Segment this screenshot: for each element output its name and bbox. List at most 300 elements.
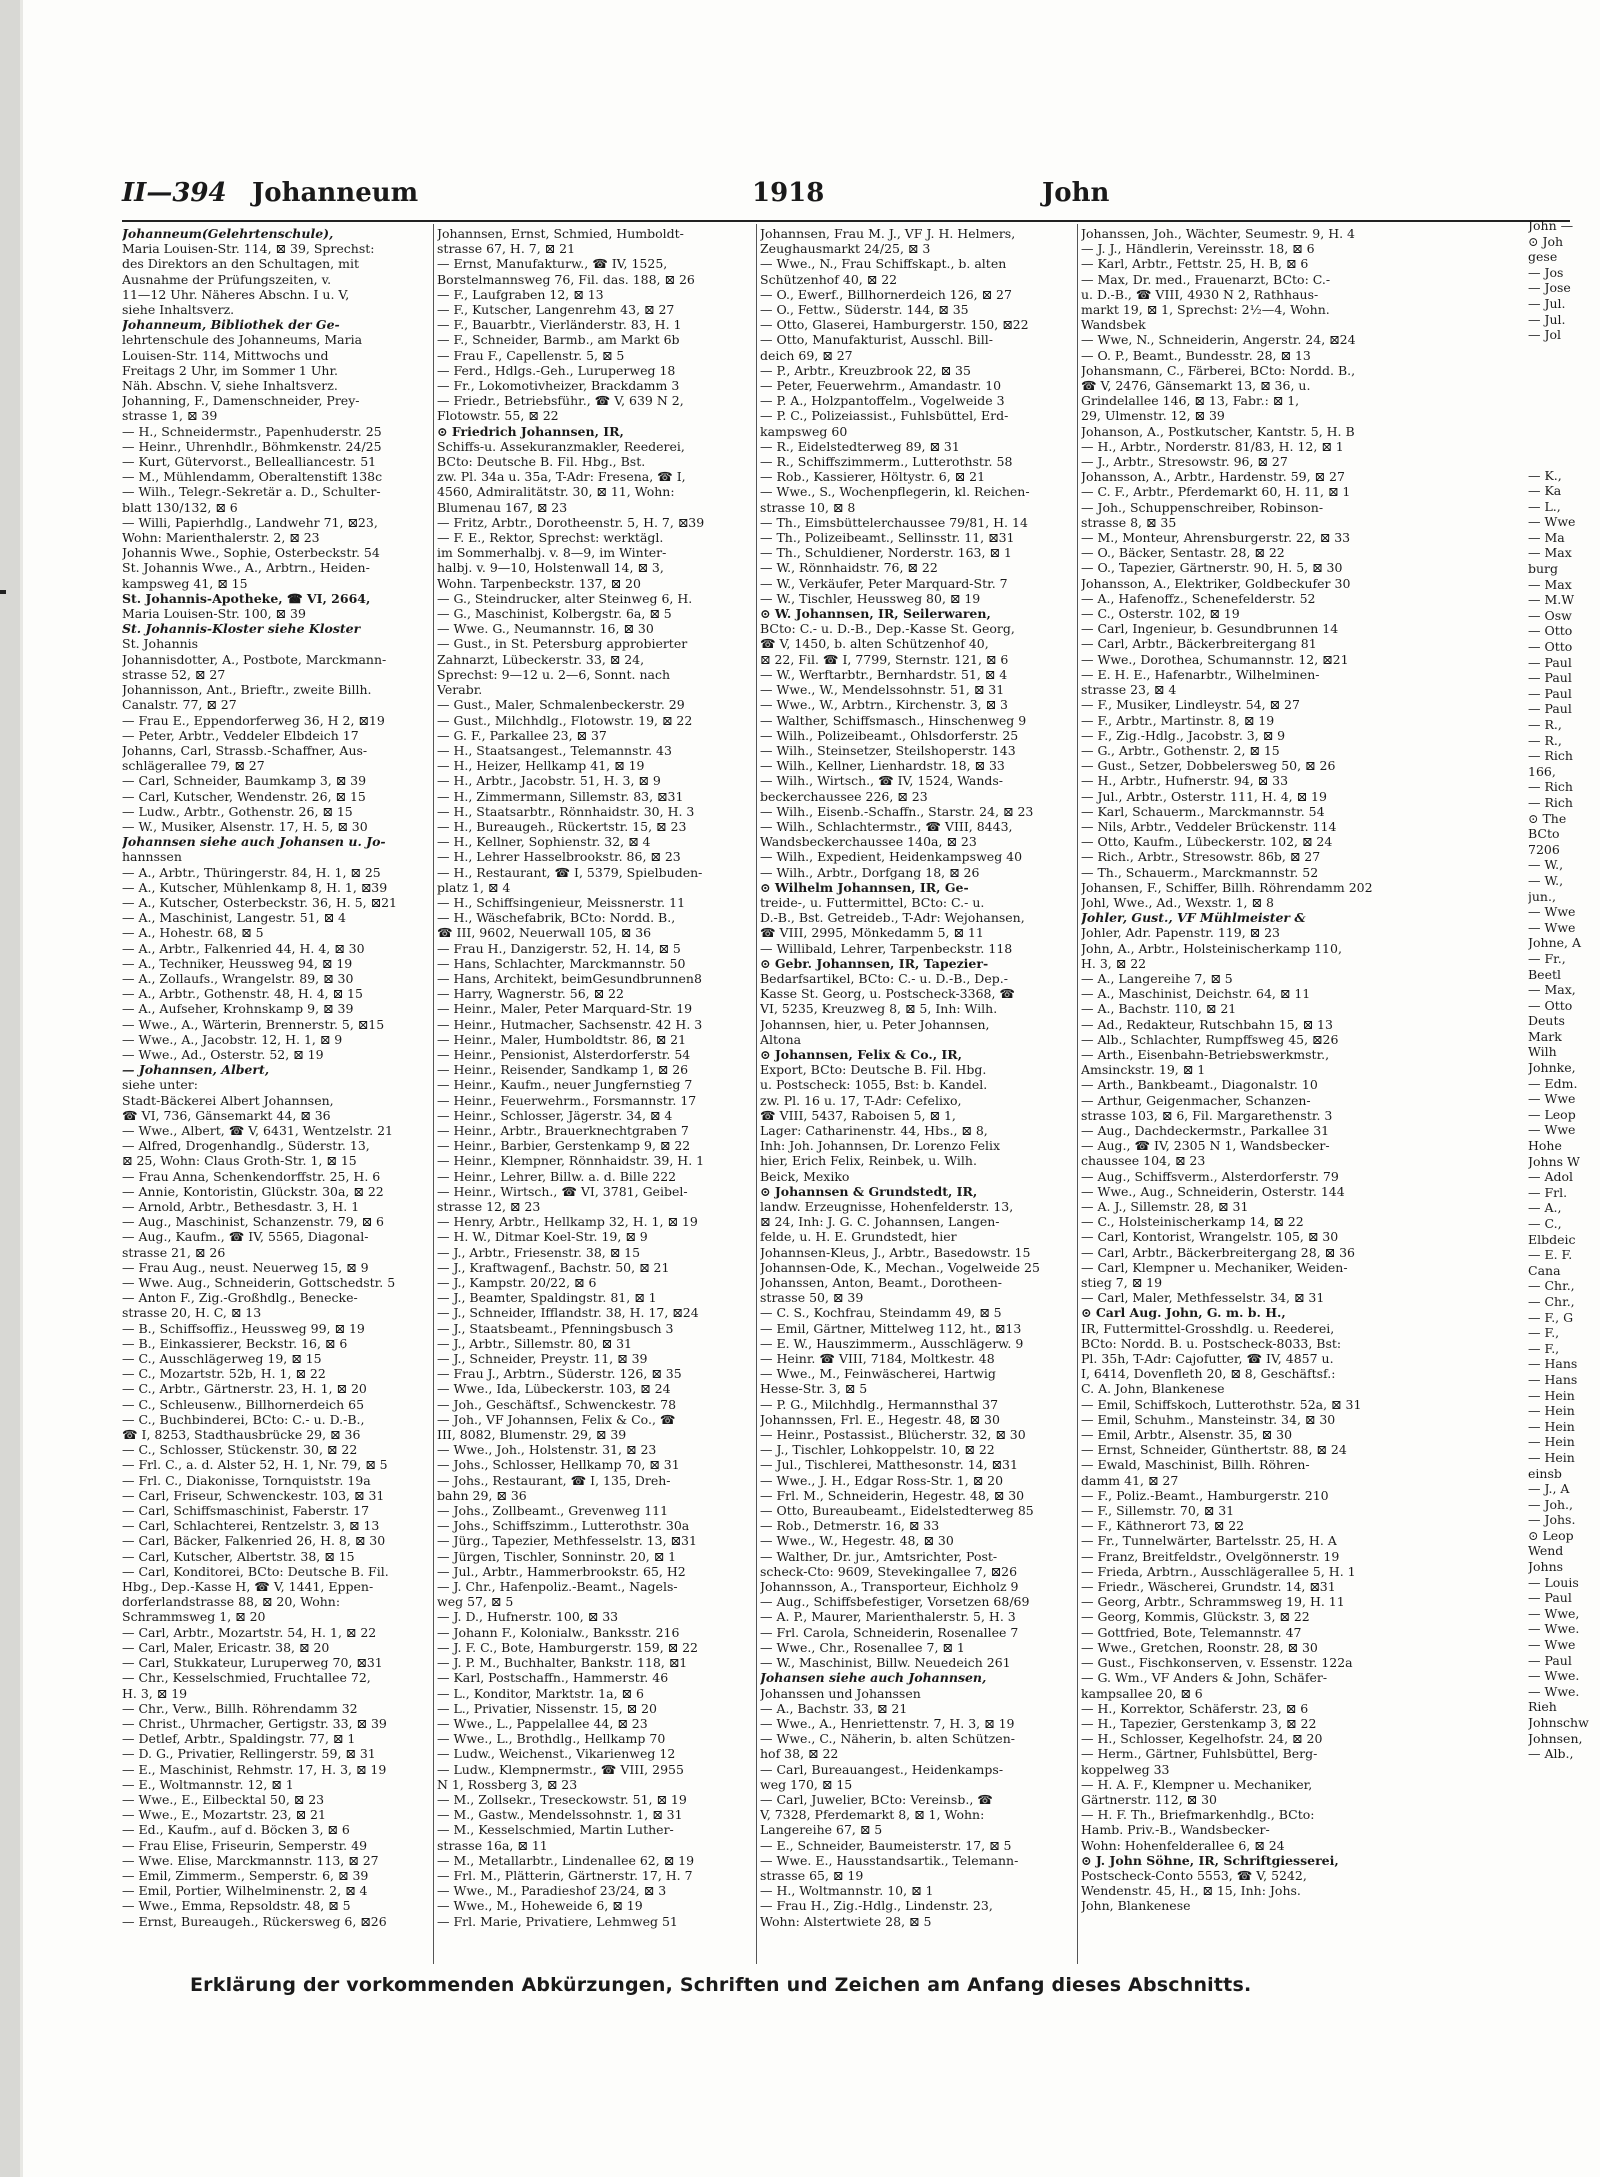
directory-entry: — Wilh., Telegr.-Sekretär a. D., Schulter- <box>122 484 381 500</box>
directory-entry: Hesse-Str. 3, ⊠ 5 <box>760 1381 868 1397</box>
directory-entry: — Wwe., W., Mendelssohnstr. 51, ⊠ 31 <box>760 682 1005 698</box>
directory-entry: — Aug., Kaufm., ☎ IV, 5565, Diagonal- <box>122 1229 369 1245</box>
directory-entry: — H., Korrektor, Schäferstr. 23, ⊠ 6 <box>1081 1700 1309 1716</box>
directory-entry: Zahnarzt, Lübeckerstr. 33, ⊠ 24, <box>437 651 645 667</box>
directory-entry: ☎ VI, 736, Gänsemarkt 44, ⊠ 36 <box>122 1107 331 1123</box>
directory-entry: — Carl, Kontorist, Wrangelstr. 105, ⊠ 30 <box>1081 1229 1339 1245</box>
directory-entry: strasse 52, ⊠ 27 <box>122 666 226 682</box>
directory-entry: — C., Schlosser, Stückenstr. 30, ⊠ 22 <box>122 1442 358 1458</box>
footer-note: Erklärung der vorkommenden Abkürzungen, Schriften und Zeichen am Anfang dieses Abschnitts. <box>190 1974 1252 1996</box>
directory-entry: Wohn: Alstertwiete 28, ⊠ 5 <box>760 1913 932 1929</box>
fragment-line: Wilh <box>1528 1044 1557 1060</box>
directory-entry: — Wwe., Ad., Osterstr. 52, ⊠ 19 <box>122 1046 324 1062</box>
directory-entry: — H. W., Ditmar Koel-Str. 19, ⊠ 9 <box>437 1229 648 1245</box>
fragment-line <box>1528 358 1600 374</box>
directory-entry: weg 57, ⊠ 5 <box>437 1594 514 1610</box>
directory-entry: — Herm., Gärtner, Fuhlsbüttel, Berg- <box>1081 1746 1318 1762</box>
directory-entry: — J., Schneider, Preystr. 11, ⊠ 39 <box>437 1351 648 1367</box>
directory-entry: — C., Holsteinischerkamp 14, ⊠ 22 <box>1081 1214 1304 1230</box>
directory-entry: — H., Arbtr., Jacobstr. 51, H. 3, ⊠ 9 <box>437 773 661 789</box>
directory-entry: Johannsen, Ernst, Schmied, Humboldt- <box>437 226 684 241</box>
directory-entry: Johanneum, Bibliothek der Ge- <box>122 317 340 333</box>
directory-entry: John, Blankenese <box>1081 1898 1191 1914</box>
directory-entry: — Karl, Postschaffn., Hammerstr. 46 <box>437 1670 669 1686</box>
directory-entry: strasse 16a, ⊠ 11 <box>437 1837 548 1853</box>
directory-entry: H. 3, ⊠ 22 <box>1081 955 1147 971</box>
directory-column-3 <box>760 226 1074 1929</box>
directory-entry: — Carl, Kutscher, Wendenstr. 26, ⊠ 15 <box>122 788 366 804</box>
directory-entry: — Wwe., M., Feinwäscherei, Hartwig <box>760 1366 996 1382</box>
directory-entry: scheck-Cto: 9609, Stevekingallee 7, ⊠26 <box>760 1563 1018 1579</box>
directory-entry: — Frau Anna, Schenkendorffstr. 25, H. 6 <box>122 1168 381 1184</box>
directory-entry: — J. F. C., Bote, Hamburgerstr. 159, ⊠ 22 <box>437 1639 699 1655</box>
directory-entry: zw. Pl. 34a u. 35a, T-Adr: Fresena, ☎ I, <box>437 469 686 485</box>
directory-entry: — Heinr., Lehrer, Billw. a. d. Bille 222 <box>437 1168 677 1184</box>
fragment-line: — Chr., <box>1528 1293 1575 1309</box>
directory-entry: — H., Arbtr., Norderstr. 81/83, H. 12, ⊠ 1 <box>1081 438 1344 454</box>
directory-entry: beckerchaussee 226, ⊠ 23 <box>760 788 928 804</box>
directory-entry: — Wwe, N., Schneiderin, Angerstr. 24, ⊠24 <box>1081 332 1356 348</box>
fragment-line: — Jul. <box>1528 295 1566 311</box>
directory-entry: — Wilh., Polizeibeamt., Ohlsdorferstr. 25 <box>760 727 1019 743</box>
directory-entry: — Wwe., E., Eilbecktal 50, ⊠ 23 <box>122 1791 325 1807</box>
directory-entry: — Emil, Gärtner, Mittelweg 112, ht., ⊠13 <box>760 1320 1022 1336</box>
directory-entry: — A., Hohestr. 68, ⊠ 5 <box>122 925 264 941</box>
directory-entry: — Wilh., Wirtsch., ☎ IV, 1524, Wands- <box>760 773 1004 789</box>
directory-entry: treide-, u. Futtermittel, BCto: C.- u. <box>760 894 985 910</box>
directory-entry: — Emil, Arbtr., Alsenstr. 35, ⊠ 30 <box>1081 1427 1293 1443</box>
directory-entry: — Joh., Geschäftsf., Schwenckestr. 78 <box>437 1396 677 1412</box>
directory-entry: — A., Kutscher, Osterbeckstr. 36, H. 5, ⊠21 <box>122 894 397 910</box>
directory-entry: schlägerallee 79, ⊠ 27 <box>122 758 265 774</box>
fragment-line: — Max <box>1528 545 1572 561</box>
directory-entry: — Wilh., Steinsetzer, Steilshoperstr. 143 <box>760 742 1016 758</box>
fragment-line: 166, <box>1528 763 1556 779</box>
directory-entry: ⊙ J. John Söhne, IR, Schriftgiesserei, <box>1081 1852 1339 1868</box>
directory-entry: bahn 29, ⊠ 36 <box>437 1487 527 1503</box>
directory-entry: — Ad., Redakteur, Rutschbahn 15, ⊠ 13 <box>1081 1016 1333 1032</box>
directory-entry: BCto: Nordd. B. u. Postscheck-8033, Bst: <box>1081 1335 1342 1351</box>
directory-entry: Blumenau 167, ⊠ 23 <box>437 499 568 515</box>
directory-entry: damm 41, ⊠ 27 <box>1081 1472 1179 1488</box>
directory-entry: — Walther, Schiffsmasch., Hinschenweg 9 <box>760 712 1027 728</box>
directory-entry: Johanning, F., Damenschneider, Prey- <box>122 393 360 409</box>
directory-entry: Canalstr. 77, ⊠ 27 <box>122 697 237 713</box>
directory-entry: — Wwe., A., Henriettenstr. 7, H. 3, ⊠ 19 <box>760 1715 1015 1731</box>
fragment-line: — F., G <box>1528 1309 1574 1325</box>
directory-entry: — Karl, Schauerm., Marckmannstr. 54 <box>1081 803 1325 819</box>
directory-entry: — Rob., Detmerstr. 16, ⊠ 33 <box>760 1518 940 1534</box>
fragment-line: Johns <box>1528 1559 1564 1575</box>
fragment-line: — Hans <box>1528 1371 1578 1387</box>
directory-entry: — Heinr., Arbtr., Brauerknechtgraben 7 <box>437 1122 689 1138</box>
directory-entry: — M., Metallarbtr., Lindenallee 62, ⊠ 19 <box>437 1852 695 1868</box>
header-left-word: Johanneum <box>252 178 419 208</box>
directory-entry: — Gust., in St. Petersburg approbierter <box>437 636 688 652</box>
fragment-line: — Wwe <box>1528 1091 1576 1107</box>
directory-entry: hof 38, ⊠ 22 <box>760 1746 839 1762</box>
fragment-line: Beetl <box>1528 966 1562 982</box>
directory-entry: ☎ V, 2476, Gänsemarkt 13, ⊠ 36, u. <box>1081 378 1311 394</box>
directory-entry: — Wwe., L., Brothdlg., Hellkamp 70 <box>437 1731 666 1747</box>
directory-entry: — Frl. Carola, Schneiderin, Rosenallee 7 <box>760 1624 1019 1640</box>
fragment-line: — Wwe, <box>1528 1605 1580 1621</box>
directory-entry: — M., Zollsekr., Treseckowstr. 51, ⊠ 19 <box>437 1791 687 1807</box>
fragment-line: — Wwe <box>1528 1122 1576 1138</box>
directory-entry: — Wwe., Emma, Repsoldstr. 48, ⊠ 5 <box>122 1898 351 1914</box>
directory-entry: — Carl, Klempner u. Mechaniker, Weiden- <box>1081 1259 1348 1275</box>
directory-entry: — R., Schiffszimmerm., Lutterothstr. 58 <box>760 454 1013 470</box>
directory-entry: — Fritz, Arbtr., Dorotheenstr. 5, H. 7, ⊠39 <box>437 514 705 530</box>
directory-entry: — Th., Schauerm., Marckmannstr. 52 <box>1081 864 1319 880</box>
column-divider <box>1077 224 1078 1964</box>
directory-entry: — Jul., Arbtr., Hammerbrookstr. 65, H2 <box>437 1563 686 1579</box>
directory-entry: — Carl, Schneider, Baumkamp 3, ⊠ 39 <box>122 773 367 789</box>
directory-entry: — G. Wm., VF Anders & John, Schäfer- <box>1081 1670 1328 1686</box>
directory-entry: C. A. John, Blankenese <box>1081 1381 1225 1397</box>
directory-entry: — Carl, Bureauangest., Heidenkamps- <box>760 1761 1004 1777</box>
fragment-line: — Osw <box>1528 607 1572 623</box>
directory-entry: — H., Lehrer Hasselbrookstr. 86, ⊠ 23 <box>437 849 681 865</box>
fragment-line: — Paul <box>1528 685 1572 701</box>
fragment-line: — Ka <box>1528 483 1562 499</box>
fragment-line <box>1528 405 1600 421</box>
fragment-line: Cana <box>1528 1262 1561 1278</box>
directory-entry: — Walther, Dr. jur., Amtsrichter, Post- <box>760 1548 998 1564</box>
directory-entry: St. Johannis Wwe., A., Arbtrn., Heiden- <box>122 560 370 576</box>
page-number: II—394 <box>122 178 227 208</box>
directory-entry: — Wwe., Aug., Schneiderin, Osterstr. 144 <box>1081 1183 1345 1199</box>
directory-entry: — Georg, Arbtr., Schrammsweg 19, H. 11 <box>1081 1594 1345 1610</box>
fragment-line: — Otto <box>1528 639 1573 655</box>
fragment-line: — Wwe. <box>1528 1668 1580 1684</box>
directory-entry: Johansmann, C., Färberei, BCto: Nordd. B., <box>1081 362 1356 378</box>
directory-entry: — G., Arbtr., Gothenstr. 2, ⊠ 15 <box>1081 742 1280 758</box>
directory-entry: — W., Musiker, Alsenstr. 17, H. 5, ⊠ 30 <box>122 818 368 834</box>
directory-entry: — Wwe., Albert, ☎ V, 6431, Wentzelstr. 21 <box>122 1122 393 1138</box>
directory-entry: — W., Tischler, Heussweg 80, ⊠ 19 <box>760 590 981 606</box>
directory-entry: — Th., Polizeibeamt., Sellinsstr. 11, ⊠31 <box>760 530 1015 546</box>
directory-entry: — Wwe., J. H., Edgar Ross-Str. 1, ⊠ 20 <box>760 1472 1004 1488</box>
directory-entry: — Carl, Juwelier, BCto: Vereinsb., ☎ <box>760 1791 993 1807</box>
directory-entry: ⊠ 24, Inh: J. G. C. Johannsen, Langen- <box>760 1214 1000 1230</box>
directory-entry: — Otto, Manufakturist, Ausschl. Bill- <box>760 332 993 348</box>
header-rule <box>122 220 1570 222</box>
directory-entry: — Ed., Kaufm., auf d. Böcken 3, ⊠ 6 <box>122 1822 350 1838</box>
directory-entry: — Th., Eimsbüttelerchaussee 79/81, H. 14 <box>760 514 1028 530</box>
directory-entry: Export, BCto: Deutsche B. Fil. Hbg. <box>760 1062 987 1078</box>
directory-entry: — Wilh., Expedient, Heidenkampsweg 40 <box>760 849 1023 865</box>
directory-entry: ☎ VIII, 2995, Mönkedamm 5, ⊠ 11 <box>760 925 984 941</box>
fragment-line: BCto <box>1528 826 1560 842</box>
fragment-line: — F., <box>1528 1325 1560 1341</box>
fragment-line: gese <box>1528 249 1558 265</box>
fragment-line: — Frl. <box>1528 1184 1568 1200</box>
directory-entry: — Peter, Arbtr., Veddeler Elbdeich 17 <box>122 727 359 743</box>
fragment-line: — Wwe <box>1528 919 1576 935</box>
directory-entry: — Anton F., Zig.-Großhdlg., Benecke- <box>122 1290 358 1306</box>
directory-entry: — F., Käthnerort 73, ⊠ 22 <box>1081 1518 1245 1534</box>
directory-entry: zw. Pl. 16 u. 17, T-Adr: Cefelixo, <box>760 1092 962 1108</box>
fragment-line: Elbdeic <box>1528 1231 1576 1247</box>
fragment-line: — Fr., <box>1528 950 1566 966</box>
fragment-line: — Otto <box>1528 623 1573 639</box>
directory-entry: — F., Musiker, Lindleystr. 54, ⊠ 27 <box>1081 697 1300 713</box>
directory-entry: ⊙ Johannsen & Grundstedt, IR, <box>760 1183 978 1199</box>
directory-entry: — A., Arbtr., Gothenstr. 48, H. 4, ⊠ 15 <box>122 986 363 1002</box>
directory-entry: Johannisson, Ant., Brieftr., zweite Billh. <box>122 682 372 698</box>
directory-entry: — Peter, Feuerwehrm., Amandastr. 10 <box>760 378 1002 394</box>
directory-entry: — Jul., Tischlerei, Matthesonstr. 14, ⊠31 <box>760 1457 1018 1473</box>
directory-entry: — Frau Elise, Friseurin, Semperstr. 49 <box>122 1837 368 1853</box>
directory-entry: strasse 1, ⊠ 39 <box>122 408 218 424</box>
directory-entry: — L., Privatier, Nissenstr. 15, ⊠ 20 <box>437 1700 657 1716</box>
fragment-line: — Hans <box>1528 1356 1578 1372</box>
directory-entry: ☎ V, 1450, b. alten Schützenhof 40, <box>760 636 989 652</box>
directory-entry: — Heinr., Barbier, Gerstenkamp 9, ⊠ 22 <box>437 1138 691 1154</box>
directory-entry: — Wwe. Aug., Schneiderin, Gottschedstr. 5 <box>122 1275 396 1291</box>
directory-entry: Johanssen und Johanssen <box>760 1685 921 1701</box>
fragment-line: — Ma <box>1528 529 1565 545</box>
directory-entry: — Gust., Maler, Schmalenbeckerstr. 29 <box>437 697 685 713</box>
directory-entry: des Direktors an den Schultagen, mit <box>122 256 359 272</box>
directory-entry: Stadt-Bäckerei Albert Johannsen, <box>122 1092 334 1108</box>
directory-entry: — Karl, Arbtr., Fettstr. 25, H. B, ⊠ 6 <box>1081 256 1309 272</box>
fragment-line: — K., <box>1528 467 1562 483</box>
directory-entry: St. Johannis-Apotheke, ☎ VI, 2664, <box>122 590 371 606</box>
directory-entry: III, 8082, Blumenstr. 29, ⊠ 39 <box>437 1427 627 1443</box>
fragment-line: Mark <box>1528 1028 1562 1044</box>
fragment-line: — Johs. <box>1528 1512 1576 1528</box>
directory-entry: Johansson, A., Elektriker, Goldbeckufer 30 <box>1081 575 1351 591</box>
directory-entry: ☎ VIII, 5437, Raboisen 5, ⊠ 1, <box>760 1107 956 1123</box>
directory-entry: — J., Tischler, Lohkoppelstr. 10, ⊠ 22 <box>760 1442 995 1458</box>
directory-entry: — Gottfried, Bote, Telemannstr. 47 <box>1081 1624 1302 1640</box>
directory-entry: — A., Maschinist, Langestr. 51, ⊠ 4 <box>122 910 347 926</box>
directory-entry: — E., Schneider, Baumeisterstr. 17, ⊠ 5 <box>760 1837 1012 1853</box>
directory-entry: — C., Osterstr. 102, ⊠ 19 <box>1081 606 1240 622</box>
directory-entry: — Wwe., Dorothea, Schumannstr. 12, ⊠21 <box>1081 651 1349 667</box>
fragment-line: Johne, A <box>1528 935 1582 951</box>
directory-entry: — Carl, Arbtr., Bäckerbreitergang 28, ⊠ 36 <box>1081 1244 1355 1260</box>
directory-entry: im Sommerhalbj. v. 8—9, im Winter- <box>437 545 667 561</box>
directory-entry: — Heinr., Postassist., Blücherstr. 32, ⊠ 30 <box>760 1427 1026 1443</box>
directory-entry: — Wwe., Joh., Holstenstr. 31, ⊠ 23 <box>437 1442 657 1458</box>
directory-entry: Johanneum(Gelehrtenschule), <box>122 226 334 241</box>
directory-entry: — Wwe., L., Pappelallee 44, ⊠ 23 <box>437 1715 648 1731</box>
directory-entry: — H., Schiffsingenieur, Meissnerstr. 11 <box>437 894 686 910</box>
directory-entry: strasse 50, ⊠ 39 <box>760 1290 864 1306</box>
fragment-line: Johnsen, <box>1528 1730 1583 1746</box>
directory-entry: — Ferd., Hdlgs.-Geh., Luruperweg 18 <box>437 362 676 378</box>
directory-entry: — Carl, Schiffsmaschinist, Faberstr. 17 <box>122 1503 370 1519</box>
directory-entry: Johansson, A., Arbtr., Hardenstr. 59, ⊠ 27 <box>1081 469 1345 485</box>
fragment-line: — Paul <box>1528 701 1572 717</box>
directory-entry: — Carl, Maler, Methfesselstr. 34, ⊠ 31 <box>1081 1290 1325 1306</box>
directory-entry: — Gust., Fischkonserven, v. Essenstr. 122a <box>1081 1655 1353 1671</box>
directory-entry: — A., Aufseher, Krohnskamp 9, ⊠ 39 <box>122 1001 354 1017</box>
directory-entry: Beick, Mexiko <box>760 1168 850 1184</box>
directory-entry: I, 6414, Dovenfleth 20, ⊠ 8, Geschäftsf.: <box>1081 1366 1336 1382</box>
directory-entry: — M., Gastw., Mendelssohnstr. 1, ⊠ 31 <box>437 1807 683 1823</box>
directory-entry: — F., Poliz.-Beamt., Hamburgerstr. 210 <box>1081 1487 1329 1503</box>
directory-entry: — Harry, Wagnerstr. 56, ⊠ 22 <box>437 986 624 1002</box>
directory-entry: — A., Arbtr., Thüringerstr. 84, H. 1, ⊠ 25 <box>122 864 381 880</box>
directory-entry: — Fr., Lokomotivheizer, Brackdamm 3 <box>437 378 680 394</box>
fragment-line: — Wwe. <box>1528 1621 1580 1637</box>
directory-entry: — Emil, Schuhm., Mansteinstr. 34, ⊠ 30 <box>1081 1411 1336 1427</box>
fragment-line: — Edm. <box>1528 1075 1578 1091</box>
fragment-line: John — <box>1528 218 1574 233</box>
directory-entry: markt 19, ⊠ 1, Sprechst: 2½—4, Wohn. <box>1081 302 1330 318</box>
directory-entry: John, A., Arbtr., Holsteinischerkamp 110, <box>1081 940 1342 956</box>
scan-edge <box>0 0 20 2177</box>
directory-entry: — Frau E., Eppendorferweg 36, H 2, ⊠19 <box>122 712 385 728</box>
directory-entry: strasse 67, H. 7, ⊠ 21 <box>437 241 576 257</box>
directory-entry: — H., Woltmannstr. 10, ⊠ 1 <box>760 1883 934 1899</box>
directory-entry: Johansen siehe auch Johannsen, <box>760 1670 987 1686</box>
directory-entry: hier, Erich Felix, Reinbek, u. Wilh. <box>760 1153 977 1169</box>
directory-entry: Johanson, A., Postkutscher, Kantstr. 5, H. B <box>1081 423 1355 439</box>
directory-entry: — Aug., Maschinist, Schanzenstr. 79, ⊠ 6 <box>122 1214 385 1230</box>
header-year: 1918 <box>752 178 825 208</box>
directory-entry: — Heinr., Hutmacher, Sachsenstr. 42 H. 3 <box>437 1016 703 1032</box>
header-right-word: John <box>1042 178 1110 208</box>
directory-entry: Maria Louisen-Str. 100, ⊠ 39 <box>122 606 306 622</box>
directory-entry: — Carl, Konditorei, BCto: Deutsche B. Fil. <box>122 1563 389 1579</box>
directory-entry: strasse 10, ⊠ 8 <box>760 499 856 515</box>
directory-entry: — E., Maschinist, Rehmstr. 17, H. 3, ⊠ 19 <box>122 1761 387 1777</box>
directory-entry: — A. P., Maurer, Marienthalerstr. 5, H. 3 <box>760 1609 1016 1625</box>
directory-entry: — Willi, Papierhdlg., Landwehr 71, ⊠23, <box>122 514 378 530</box>
directory-entry: felde, u. H. E. Grundstedt, hier <box>760 1229 957 1245</box>
directory-entry: — Emil, Schiffskoch, Lutterothstr. 52a, ⊠ 31 <box>1081 1396 1362 1412</box>
directory-entry: — Heinr., Klempner, Rönnhaidstr. 39, H. 1 <box>437 1153 705 1169</box>
directory-entry: — G. F., Parkallee 23, ⊠ 37 <box>437 727 607 743</box>
directory-entry: Schiffs-u. Assekuranzmakler, Reederei, <box>437 438 685 454</box>
fragment-line: — Hein <box>1528 1387 1575 1403</box>
directory-entry: — Frau Aug., neust. Neuerweg 15, ⊠ 9 <box>122 1259 369 1275</box>
directory-entry: Altona <box>760 1031 802 1047</box>
directory-entry: Wohn. Tarpenbeckstr. 137, ⊠ 20 <box>437 575 641 591</box>
directory-entry: — Wilh., Eisenb.-Schaffn., Starstr. 24, ⊠ 23 <box>760 803 1034 819</box>
directory-entry: — Johs., Restaurant, ☎ I, 135, Dreh- <box>437 1472 671 1488</box>
directory-entry: landw. Erzeugnisse, Hohenfelderstr. 13, <box>760 1199 1014 1214</box>
directory-entry: — L., Konditor, Marktstr. 1a, ⊠ 6 <box>437 1685 644 1701</box>
directory-entry: — Friedr., Wäscherei, Grundstr. 14, ⊠31 <box>1081 1579 1336 1595</box>
directory-entry: — Wwe., M., Paradieshof 23/24, ⊠ 3 <box>437 1883 667 1899</box>
fragment-line <box>1528 374 1600 390</box>
directory-entry: — Chr., Kesselschmied, Fruchtallee 72, <box>122 1670 371 1686</box>
directory-entry: — Carl, Ingenieur, b. Gesundbrunnen 14 <box>1081 621 1339 637</box>
fragment-line: — F., <box>1528 1340 1560 1356</box>
directory-entry: Johanns, Carl, Strassb.-Schaffner, Aus- <box>122 742 368 758</box>
directory-entry: — Wwe., A., Wärterin, Brennerstr. 5, ⊠15 <box>122 1016 385 1032</box>
directory-entry: — P. C., Polizeiassist., Fuhlsbüttel, Erd- <box>760 408 1009 424</box>
directory-entry: ⊙ Gebr. Johannsen, IR, Tapezier- <box>760 955 989 971</box>
directory-entry: ⊠ 22, Fil. ☎ I, 7799, Sternstr. 121, ⊠ 6 <box>760 651 1009 667</box>
directory-entry: Johannsen, Frau M. J., VF J. H. Helmers, <box>760 226 1016 241</box>
directory-entry: — Wwe., Gretchen, Roonstr. 28, ⊠ 30 <box>1081 1639 1318 1655</box>
next-page-fragment <box>1528 218 1600 1988</box>
directory-entry: strasse 21, ⊠ 26 <box>122 1244 226 1260</box>
directory-entry: — E. H. E., Hafenarbtr., Wilhelminen- <box>1081 666 1320 682</box>
directory-entry: — Emil, Zimmerm., Semperstr. 6, ⊠ 39 <box>122 1867 369 1883</box>
directory-entry: — A., Zollaufs., Wrangelstr. 89, ⊠ 30 <box>122 970 354 986</box>
directory-entry: — Johs., Zollbeamt., Grevenweg 111 <box>437 1503 669 1519</box>
directory-entry: IR, Futtermittel-Grosshdlg. u. Reederei, <box>1081 1320 1335 1336</box>
directory-entry: — Wwe., W., Arbtrn., Kirchenstr. 3, ⊠ 3 <box>760 697 1008 713</box>
directory-entry: — P., Arbtr., Kreuzbrook 22, ⊠ 35 <box>760 362 971 378</box>
directory-entry: Pl. 35h, T-Adr: Cajofutter, ☎ IV, 4857 u. <box>1081 1351 1334 1367</box>
directory-entry: Zeughausmarkt 24/25, ⊠ 3 <box>760 241 931 257</box>
directory-entry: ⊙ Friedrich Johannsen, IR, <box>437 423 624 439</box>
directory-entry: Hbg., Dep.-Kasse H, ☎ V, 1441, Eppen- <box>122 1579 374 1595</box>
fragment-line: — Jol <box>1528 327 1562 343</box>
fragment-line: — Jos <box>1528 264 1564 280</box>
directory-entry: strasse 12, ⊠ 23 <box>437 1199 541 1214</box>
directory-entry: — Heinr., Reisender, Sandkamp 1, ⊠ 26 <box>437 1062 689 1078</box>
directory-entry: — Th., Schuldiener, Norderstr. 163, ⊠ 1 <box>760 545 1012 561</box>
directory-entry: — Arth., Bankbeamt., Diagonalstr. 10 <box>1081 1077 1318 1093</box>
directory-entry: — Christ., Uhrmacher, Gertigstr. 33, ⊠ 39 <box>122 1715 387 1731</box>
directory-entry: D.-B., Bst. Getreideb., T-Adr: Wejohansen, <box>760 910 1025 926</box>
fragment-line: — Chr., <box>1528 1278 1575 1294</box>
directory-entry: — Heinr. ☎ VIII, 7184, Moltkestr. 48 <box>760 1351 995 1367</box>
directory-entry: — Carl, Arbtr., Mozartstr. 54, H. 1, ⊠ 22 <box>122 1624 377 1640</box>
directory-entry: — Carl, Schlachterei, Rentzelstr. 3, ⊠ 13 <box>122 1518 380 1534</box>
directory-entry: — Carl, Arbtr., Bäckerbreitergang 81 <box>1081 636 1317 652</box>
directory-entry: — Wwe., N., Frau Schiffskapt., b. alten <box>760 256 1007 272</box>
directory-entry: Johannsen siehe auch Johansen u. Jo- <box>122 834 386 850</box>
fragment-line: — Rich <box>1528 794 1573 810</box>
directory-entry: Gärtnerstr. 112, ⊠ 30 <box>1081 1791 1218 1807</box>
directory-entry: — Ernst, Manufakturw., ☎ IV, 1525, <box>437 256 668 272</box>
directory-entry: — Frl. C., a. d. Alster 52, H. 1, Nr. 79, ⊠ 5 <box>122 1457 388 1473</box>
directory-entry: — H., Schneidermstr., Papenhuderstr. 25 <box>122 423 382 439</box>
directory-entry: — H., Restaurant, ☎ I, 5379, Spielbuden- <box>437 864 703 880</box>
directory-entry: — B., Einkassierer, Beckstr. 16, ⊠ 6 <box>122 1335 348 1351</box>
directory-entry: — F., Zig.-Hdlg., Jacobstr. 3, ⊠ 9 <box>1081 727 1286 743</box>
column-divider <box>433 224 434 1964</box>
directory-entry: — Johs., Schlosser, Hellkamp 70, ⊠ 31 <box>437 1457 680 1473</box>
directory-entry: koppelweg 33 <box>1081 1761 1170 1777</box>
directory-entry: — Nils, Arbtr., Veddeler Brückenstr. 114 <box>1081 818 1337 834</box>
fragment-line: — Paul <box>1528 670 1572 686</box>
directory-entry: — Heinr., Feuerwehrm., Forsmannstr. 17 <box>437 1092 697 1108</box>
directory-entry: V, 7328, Pferdemarkt 8, ⊠ 1, Wohn: <box>760 1807 985 1823</box>
directory-entry: Postscheck-Conto 5553, ☎ V, 5242, <box>1081 1867 1307 1883</box>
directory-entry: — Frau F., Capellenstr. 5, ⊠ 5 <box>437 347 625 363</box>
directory-column-2 <box>437 226 753 1929</box>
directory-entry: hannssen <box>122 849 182 865</box>
directory-entry: — Joh., VF Johannsen, Felix & Co., ☎ <box>437 1411 676 1427</box>
directory-entry: — Frl. Marie, Privatiere, Lehmweg 51 <box>437 1913 678 1929</box>
fragment-line: Johns W <box>1528 1153 1580 1169</box>
directory-entry: — H. F. Th., Briefmarkenhdlg., BCto: <box>1081 1807 1315 1823</box>
directory-entry: — Jul., Arbtr., Osterstr. 111, H. 4, ⊠ 19 <box>1081 788 1327 804</box>
directory-entry: — Ewald, Maschinist, Billh. Röhren- <box>1081 1457 1310 1473</box>
directory-entry: 4560, Admiralitätstr. 30, ⊠ 11, Wohn: <box>437 484 675 500</box>
directory-entry: — H., Tapezier, Gerstenkamp 3, ⊠ 22 <box>1081 1715 1317 1731</box>
directory-entry: — Ludw., Weichenst., Vikarienweg 12 <box>437 1746 676 1762</box>
directory-entry: — Rich., Arbtr., Stresowstr. 86b, ⊠ 27 <box>1081 849 1321 865</box>
fragment-line: — Wwe <box>1528 1637 1576 1653</box>
directory-entry: — Alb., Schlachter, Rumpffsweg 45, ⊠26 <box>1081 1031 1339 1047</box>
fragment-line: — Wwe. <box>1528 1683 1580 1699</box>
directory-entry: blatt 130/132, ⊠ 6 <box>122 499 238 515</box>
directory-entry: — A., Maschinist, Deichstr. 64, ⊠ 11 <box>1081 986 1311 1002</box>
